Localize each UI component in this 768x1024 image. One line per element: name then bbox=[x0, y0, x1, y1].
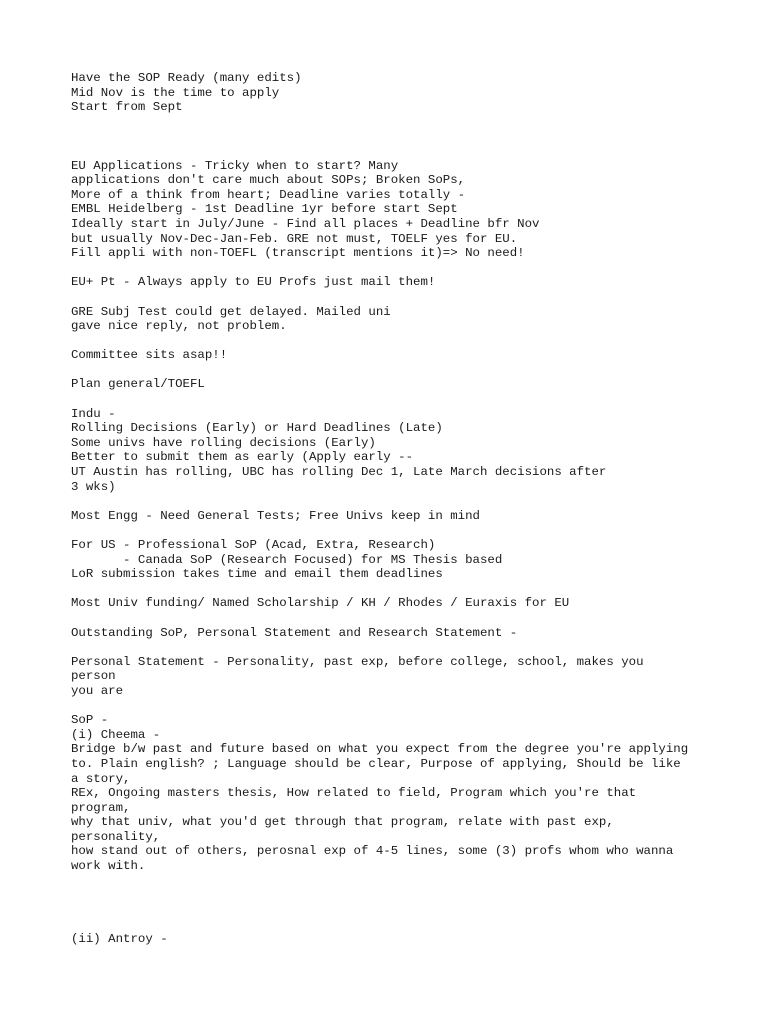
text-line: but usually Nov-Dec-Jan-Feb. GRE not must, TOELF yes for EU. bbox=[71, 231, 518, 246]
text-line: Better to submit them as early (Apply early -- bbox=[71, 450, 414, 465]
text-line: Personal Statement - Personality, past exp, before college, school, makes you bbox=[71, 654, 644, 669]
text-line: Most Engg - Need General Tests; Free Univs keep in mind bbox=[71, 508, 480, 523]
text-line: Most Univ funding/ Named Scholarship / KH / Rhodes / Euraxis for EU bbox=[71, 596, 570, 611]
paragraph-sop-timeline bbox=[71, 71, 751, 115]
text-line: UT Austin has rolling, UBC has rolling Dec 1, Late March decisions after bbox=[71, 465, 607, 480]
paragraph-us-canada-sop bbox=[71, 538, 751, 582]
blank-space bbox=[71, 129, 751, 158]
text-line: applications don't care much about SOPs; Broken SoPs, bbox=[71, 173, 466, 188]
paragraph-sop-cheema bbox=[71, 713, 751, 874]
text-line: work with. bbox=[71, 859, 146, 874]
text-line: For US - Professional SoP (Acad, Extra, Research) bbox=[71, 538, 436, 552]
document-page bbox=[71, 71, 751, 961]
text-line: how stand out of others, perosnal exp of 4-5 lines, some (3) profs whom who wanna bbox=[71, 844, 674, 859]
text-line: Committee sits asap!! bbox=[71, 348, 228, 363]
text-line: Indu - bbox=[71, 406, 116, 421]
text-line: Some univs have rolling decisions (Early) bbox=[71, 435, 376, 450]
text-line: GRE Subj Test could get delayed. Mailed uni bbox=[71, 304, 391, 319]
text-line: 3 wks) bbox=[71, 479, 116, 494]
paragraph-eu-applications bbox=[71, 159, 751, 261]
paragraph-gre-subject bbox=[71, 305, 751, 334]
text-line: LoR submission takes time and email them deadlines bbox=[71, 567, 443, 582]
text-line: Outstanding SoP, Personal Statement and Research Statement - bbox=[71, 625, 518, 640]
text-line: Mid Nov is the time to apply bbox=[71, 85, 280, 100]
paragraph-indu bbox=[71, 407, 751, 495]
text-line: (ii) Antroy - bbox=[71, 932, 168, 947]
text-line: Have the SOP Ready (many edits) bbox=[71, 71, 302, 85]
paragraph-eu-profs bbox=[71, 275, 751, 290]
text-line: Rolling Decisions (Early) or Hard Deadlines (Late) bbox=[71, 421, 443, 436]
text-line: Fill appli with non-TOEFL (transcript mentions it)=> No need! bbox=[71, 246, 525, 261]
text-line: (i) Cheema - bbox=[71, 727, 161, 742]
text-line: - Canada SoP (Research Focused) for MS Thesis based bbox=[71, 552, 503, 567]
paragraph-antroy bbox=[71, 932, 751, 947]
text-line: gave nice reply, not problem. bbox=[71, 319, 287, 334]
text-line: More of a think from heart; Deadline varies totally - bbox=[71, 187, 466, 202]
blank-space bbox=[71, 917, 751, 932]
paragraph-most-engg bbox=[71, 509, 751, 524]
text-line: Start from Sept bbox=[71, 100, 183, 115]
text-line: Ideally start in July/June - Find all places + Deadline bfr Nov bbox=[71, 216, 540, 231]
paragraph-funding bbox=[71, 596, 751, 611]
text-line: EMBL Heidelberg - 1st Deadline 1yr before start Sept bbox=[71, 202, 458, 217]
blank-space bbox=[71, 888, 751, 917]
text-line: EU+ Pt - Always apply to EU Profs just mail them! bbox=[71, 275, 436, 290]
text-line: REx, Ongoing masters thesis, How related to field, Program which you're that bbox=[71, 786, 637, 801]
text-line: Plan general/TOEFL bbox=[71, 377, 205, 392]
paragraph-outstanding-sop bbox=[71, 626, 751, 641]
text-line: program, bbox=[71, 800, 131, 815]
text-line: to. Plain english? ; Language should be clear, Purpose of applying, Should be like bbox=[71, 756, 681, 771]
text-line: personality, bbox=[71, 829, 161, 844]
text-line: SoP - bbox=[71, 713, 109, 728]
text-line: person bbox=[71, 669, 116, 684]
text-line: you are bbox=[71, 683, 124, 698]
paragraph-personal-statement bbox=[71, 655, 751, 699]
text-line: why that univ, what you'd get through that program, relate with past exp, bbox=[71, 815, 614, 830]
text-line: Bridge b/w past and future based on what you expect from the degree you're applying bbox=[71, 742, 689, 757]
paragraph-committee bbox=[71, 348, 751, 363]
paragraph-plan-general bbox=[71, 377, 751, 392]
text-line: a story, bbox=[71, 771, 131, 786]
text-line: EU Applications - Tricky when to start? Many bbox=[71, 158, 399, 173]
